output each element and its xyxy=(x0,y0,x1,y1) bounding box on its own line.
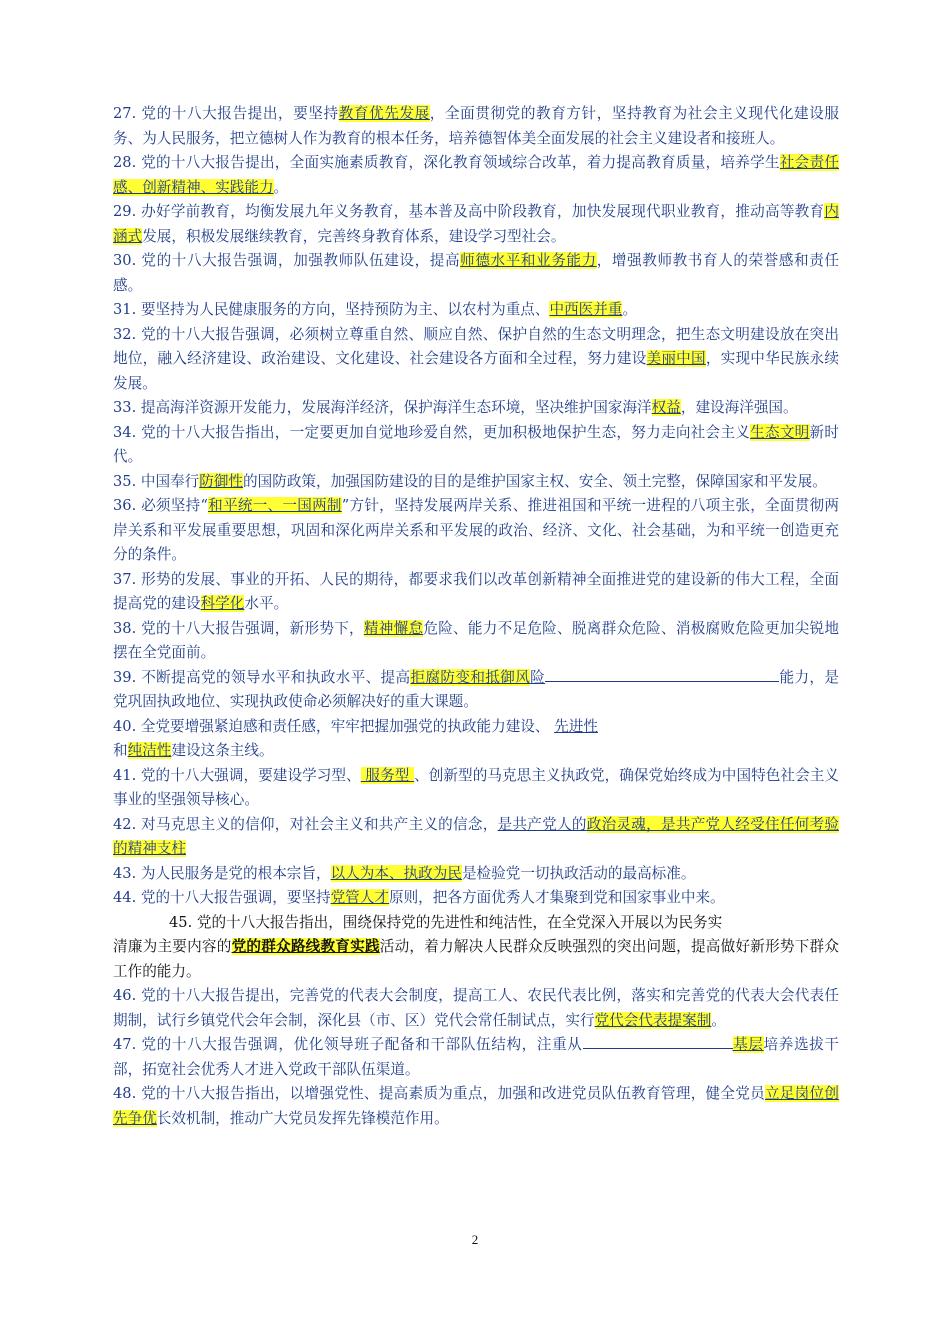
highlighted-answer: 服务型 xyxy=(360,766,415,784)
highlighted-answer: 科学化 xyxy=(200,595,245,612)
question-text: 34. 党的十八大报告指出，一定要更加自觉地珍爱自然，更加积极地保护生态，努力走向社会主义 xyxy=(113,423,751,441)
question-item-q45 xyxy=(113,911,839,985)
question-text: 能力，是党巩固执政地位、实现执政使命必须解决好的重大课题。 xyxy=(113,668,839,710)
question-item-q34 xyxy=(113,421,839,470)
question-text: ，全面贯彻党的教育方针，坚持教育为社会主义现代化建设服务、为人民服务，把立德树人作为教育的根本任务，培养德智体美全面发展的社会主义建设者和接班人。 xyxy=(113,105,839,147)
question-item-q29 xyxy=(113,200,839,249)
highlighted-answer: 党代会代表提案制 xyxy=(594,1011,712,1029)
highlighted-answer: 社会责任感、创新精神、实践能力 xyxy=(113,154,839,196)
highlighted-answer: 精神懈怠 xyxy=(363,619,424,637)
highlighted-answer: 政治灵魂，是共产党人经受住任何考验的精神支柱 xyxy=(113,815,839,857)
question-text: 45. 党的十八大报告指出，围绕保持党的先进性和纯洁性，在全党深入开展以为民务实 xyxy=(169,913,723,931)
highlighted-answer: 内涵式 xyxy=(113,203,839,245)
highlighted-answer: 立足岗位创先争优 xyxy=(113,1085,839,1127)
question-item-q43 xyxy=(113,862,839,887)
question-item-q32 xyxy=(113,323,839,397)
question-text: 建设这条主线。 xyxy=(171,742,274,759)
question-text: 30. 党的十八大报告强调，加强教师队伍建设，提高 xyxy=(113,252,461,269)
question-text: 29. 办好学前教育，均衡发展九年义务教育，基本普及高中阶段教育，加快发展现代职业教育，推动高等教育 xyxy=(113,203,825,220)
question-text: ，增强教师教书育人的荣誉感和责任感。 xyxy=(113,252,839,294)
question-text: 32. 党的十八大报告强调，必须树立尊重自然、顺应自然、保护自然的生态文明理念，把生态文明建设放在突出地位，融入经济建设、政治建设、文化建设、社会建设各方面和全过程，努力建设 xyxy=(113,325,839,367)
question-item-q30 xyxy=(113,249,839,298)
highlighted-answer: 权益 xyxy=(651,399,681,416)
question-text: 原则，把各方面优秀人才集聚到党和国家事业中来。 xyxy=(388,889,725,906)
question-text: 是检验党一切执政活动的最高标准。 xyxy=(461,864,696,882)
question-text: 发展，积极发展继续教育，完善终身教育体系，建设学习型社会。 xyxy=(142,227,566,245)
question-text: 39. 不断提高党的领导水平和执政水平、提高 xyxy=(113,668,411,686)
question-text: 水平。 xyxy=(244,595,289,612)
underlined-text: 先进性 xyxy=(554,717,598,735)
highlighted-answer: 党管人才 xyxy=(330,889,389,906)
question-text: 。 xyxy=(273,178,289,196)
question-text: 47. 党的十八大报告强调，优化领导班子配备和干部队伍结构，注重从 xyxy=(113,1036,583,1053)
fill-blank xyxy=(583,1034,733,1049)
question-text: 活动，着力解决人民群众反映强烈的突出问题，提高做好新形势下群众工作的能力。 xyxy=(113,938,839,980)
question-text: ”方针，坚持发展两岸关系、推进祖国和平统一进程的八项主张，全面贯彻两岸关系和平发展重要思想，巩固和深化两岸关系和平发展的政治、经济、文化、社会基础，为和平统一创造更充分的条件。 xyxy=(113,497,839,563)
underlined-text: 险 xyxy=(530,668,546,686)
question-text: 的国防政策，加强国防建设的目的是维护国家主权、安全、领土完整，保障国家和平发展。 xyxy=(243,472,827,490)
question-item-q27 xyxy=(113,102,839,151)
question-item-q47 xyxy=(113,1033,839,1082)
question-text: 27. 党的十八大报告提出，要坚持 xyxy=(113,105,339,122)
question-text: 43. 为人民服务是党的根本宗旨， xyxy=(113,864,331,882)
question-text: 28. 党的十八大报告提出，全面实施素质教育，深化教育领域综合改革，着力提高教育质量，培养学生 xyxy=(113,154,780,171)
question-item-q36 xyxy=(113,494,839,568)
highlighted-answer: 美丽中国 xyxy=(646,350,706,367)
question-item-q31 xyxy=(113,298,839,323)
highlighted-answer: 教育优先发展 xyxy=(338,105,430,122)
question-text: 、创新型的马克思主义执政党，确保党始终成为中国特色社会主义事业的坚强领导核心。 xyxy=(113,766,839,808)
question-item-q28 xyxy=(113,151,839,200)
question-text: 33. 提高海洋资源开发能力，发展海洋经济，保护海洋生态环境，坚决维护国家海洋 xyxy=(113,399,652,416)
question-text: 和 xyxy=(113,742,128,759)
fill-blank xyxy=(545,667,779,682)
question-text: 长效机制，推动广大党员发挥先锋模范作用。 xyxy=(156,1109,449,1127)
question-text: 38. 党的十八大报告强调，新形势下， xyxy=(113,619,364,637)
question-text: 46. 党的十八大报告提出，完善党的代表大会制度，提高工人、农民代表比例，落实和完善党的代表大会代表任期制，试行乡镇党代会年会制，深化县（市、区）党代会常任制试点，实行 xyxy=(113,987,839,1029)
highlighted-answer: 防御性 xyxy=(199,472,244,490)
question-text: 37. 形势的发展、事业的开拓、人民的期待，都要求我们以改革创新精神全面推进党的建设新的伟大工程，全面提高党的建设 xyxy=(113,570,839,612)
question-text: 危险、能力不足危险、脱离群众危险、消极腐败危险更加尖锐地摆在全党面前。 xyxy=(113,619,839,661)
question-text: 40. 全党要增强紧迫感和责任感，牢牢把握加强党的执政能力建设、 xyxy=(113,717,555,735)
question-item-q46 xyxy=(113,984,839,1033)
highlighted-answer: 师德水平和业务能力 xyxy=(460,252,597,269)
highlighted-answer: 纯洁性 xyxy=(127,742,172,759)
question-text: 。 xyxy=(622,301,638,318)
question-text: ，建设海洋强国。 xyxy=(680,399,798,416)
question-text: 44. 党的十八大报告强调，要坚持 xyxy=(113,889,331,906)
question-item-q41 xyxy=(113,764,839,813)
highlighted-answer: 拒腐防变和抵御风 xyxy=(410,668,531,686)
page-number: 2 xyxy=(471,1232,479,1247)
underlined-text: 是共产党人的 xyxy=(497,815,587,833)
question-item-q40 xyxy=(113,715,839,764)
question-text: 42. 对马克思主义的信仰，对社会主义和共产主义的信念， xyxy=(113,815,498,833)
question-item-q38 xyxy=(113,617,839,666)
question-item-q35 xyxy=(113,470,839,495)
highlighted-answer: 以人为本、执政为民 xyxy=(330,864,462,882)
question-item-q48 xyxy=(113,1082,839,1131)
question-item-q33 xyxy=(113,396,839,421)
question-item-q37 xyxy=(113,568,839,617)
question-text: 新时代。 xyxy=(113,423,839,465)
question-text: 41. 党的十八大强调，要建设学习型、 xyxy=(113,766,361,784)
question-text: 31. 要坚持为人民健康服务的方向，坚持预防为主、以农村为重点、 xyxy=(113,301,550,318)
question-text: 48. 党的十八大报告指出，以增强党性、提高素质为重点，加强和改进党员队伍教育管理，健全党员 xyxy=(113,1085,765,1102)
question-item-q42 xyxy=(113,813,839,862)
question-text: 。 xyxy=(711,1011,726,1029)
question-item-q44 xyxy=(113,886,839,911)
question-item-q39 xyxy=(113,666,839,715)
highlighted-answer: 基层 xyxy=(732,1036,764,1053)
question-text: 清廉为主要内容的 xyxy=(113,938,232,955)
question-text: 培养选拔干部，拓宽社会优秀人才进入党政干部队伍渠道。 xyxy=(113,1036,839,1078)
highlighted-answer: 党的群众路线教育实践 xyxy=(231,938,380,955)
highlighted-answer: 和平统一、一国两制 xyxy=(207,497,342,514)
highlighted-answer: 中西医并重 xyxy=(549,301,623,318)
highlighted-answer: 生态文明 xyxy=(750,423,810,441)
question-text: ，实现中华民族永续发展。 xyxy=(113,350,839,392)
question-text: 35. 中国奉行 xyxy=(113,472,200,490)
question-list xyxy=(113,102,839,1131)
question-text: 36. 必须坚持“ xyxy=(113,497,208,514)
